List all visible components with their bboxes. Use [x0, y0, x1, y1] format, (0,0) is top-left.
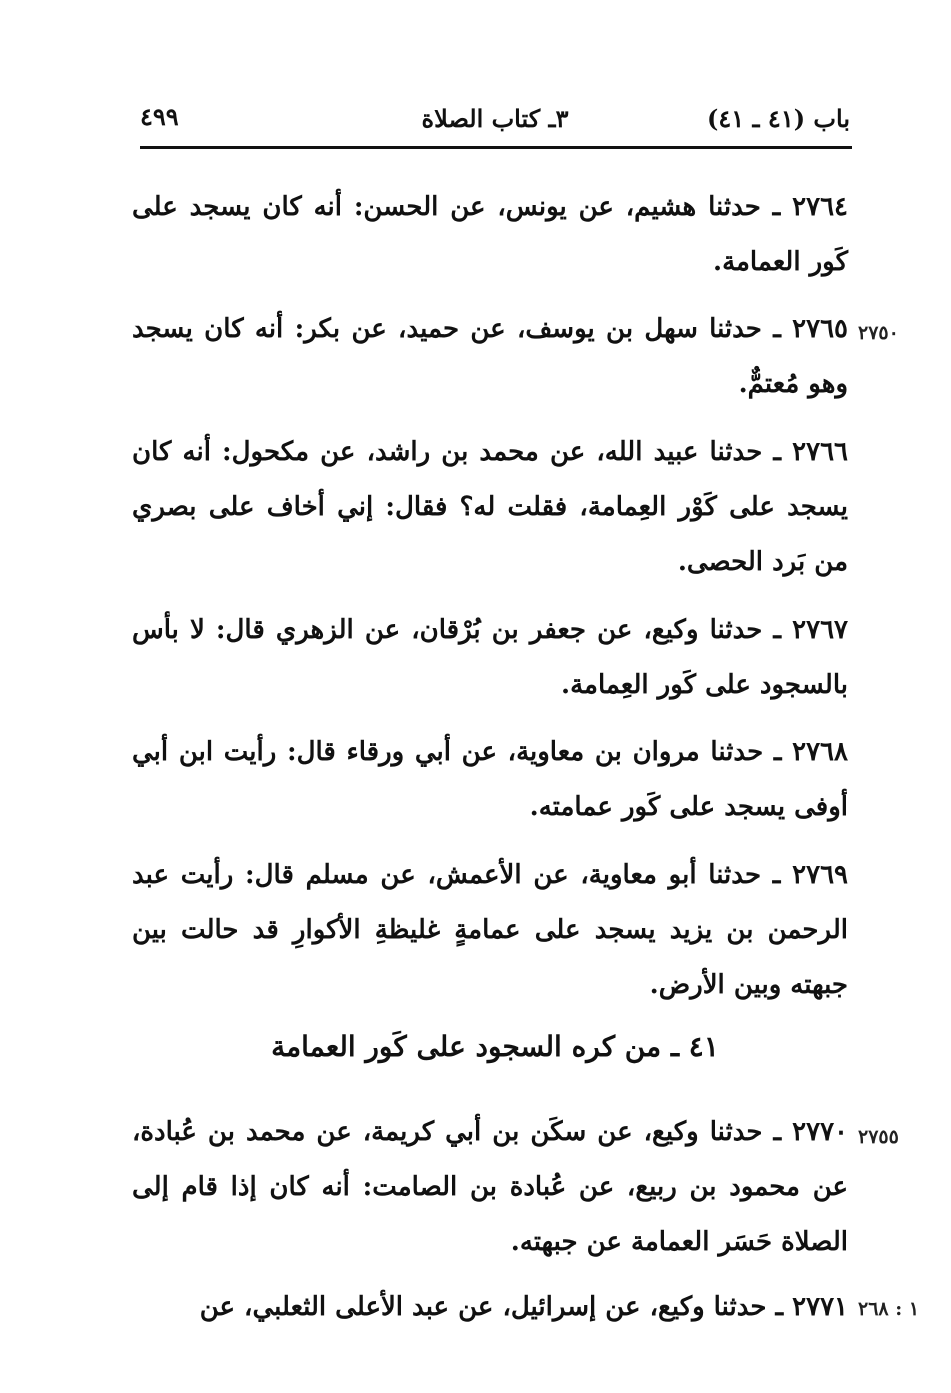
entry-number: ٢٧٦٥	[792, 314, 848, 344]
entry-text: ـ حدثنا أبو معاوية، عن الأعمش، عن مسلم قال: رأيت عبد الرحمن بن يزيد يسجد على عمامةٍ غليظةِ الأكوارِ قد حالت بين جبهته وبين الأرض.	[132, 860, 848, 1000]
page-number: ٤٩٩	[140, 102, 179, 131]
hadith-entry	[132, 1105, 848, 1270]
entry-number: ٢٧٦٨	[792, 737, 848, 767]
entry-number: ٢٧٧١	[792, 1292, 848, 1322]
margin-note: ٢٧٥٠	[858, 322, 899, 344]
entry-text: ـ حدثنا سهل بن يوسف، عن حميد، عن بكر: أنه كان يسجد وهو مُعتمٌّ.	[132, 314, 848, 399]
entry-number: ٢٧٦٤	[792, 192, 848, 222]
entry-number: ٢٧٦٩	[792, 860, 848, 890]
hadith-entry	[132, 1280, 848, 1335]
entry-number: ٢٧٧٠	[792, 1117, 848, 1147]
entry-number: ٢٧٦٦	[792, 437, 848, 467]
book-title: ٣ـ كتاب الصلاة	[421, 104, 569, 133]
page-header	[140, 104, 850, 144]
entry-text: ـ حدثنا وكيع، عن إسرائيل، عن عبد الأعلى الثعلبي، عن	[199, 1292, 784, 1322]
hadith-entry	[132, 725, 848, 835]
margin-note: ١ : ٢٦٨	[858, 1298, 920, 1320]
section-label: باب (٤١ ـ ٤١)	[707, 104, 850, 133]
margin-note: ٢٧٥٥	[858, 1126, 899, 1148]
hadith-entry	[132, 425, 848, 590]
hadith-entry	[132, 603, 848, 713]
entry-text: ـ حدثنا عبيد الله، عن محمد بن راشد، عن مكحول: أنه كان يسجد على كَوْر العِمامة، فقلت له؟ فقال: إني أخاف على بصري من بَرد الحصى.	[132, 437, 848, 577]
entry-text: ـ حدثنا وكيع، عن سكَن بن أبي كريمة، عن محمد بن عُبادة، عن محمود بن ربيع، عن عُبادة بن الصامت: أنه كان إذا قام إلى الصلاة حَسَر العمامة عن جبهته.	[132, 1117, 848, 1257]
entry-text: ـ حدثنا هشيم، عن يونس، عن الحسن: أنه كان يسجد على كَور العمامة.	[132, 192, 848, 277]
entry-text: ـ حدثنا وكيع، عن جعفر بن بُرْقان، عن الزهري قال: لا بأس بالسجود على كَور العِمامة.	[132, 615, 848, 700]
header-rule	[140, 146, 852, 149]
hadith-entry	[132, 302, 848, 412]
entry-text: ـ حدثنا مروان بن معاوية، عن أبي ورقاء قال: رأيت ابن أبي أوفى يسجد على كَور عمامته.	[132, 737, 848, 822]
hadith-entry	[132, 848, 848, 1013]
chapter-heading: ٤١ ـ من كره السجود على كَور العمامة	[271, 1030, 719, 1063]
entry-number: ٢٧٦٧	[792, 615, 848, 645]
hadith-entry	[132, 180, 848, 290]
